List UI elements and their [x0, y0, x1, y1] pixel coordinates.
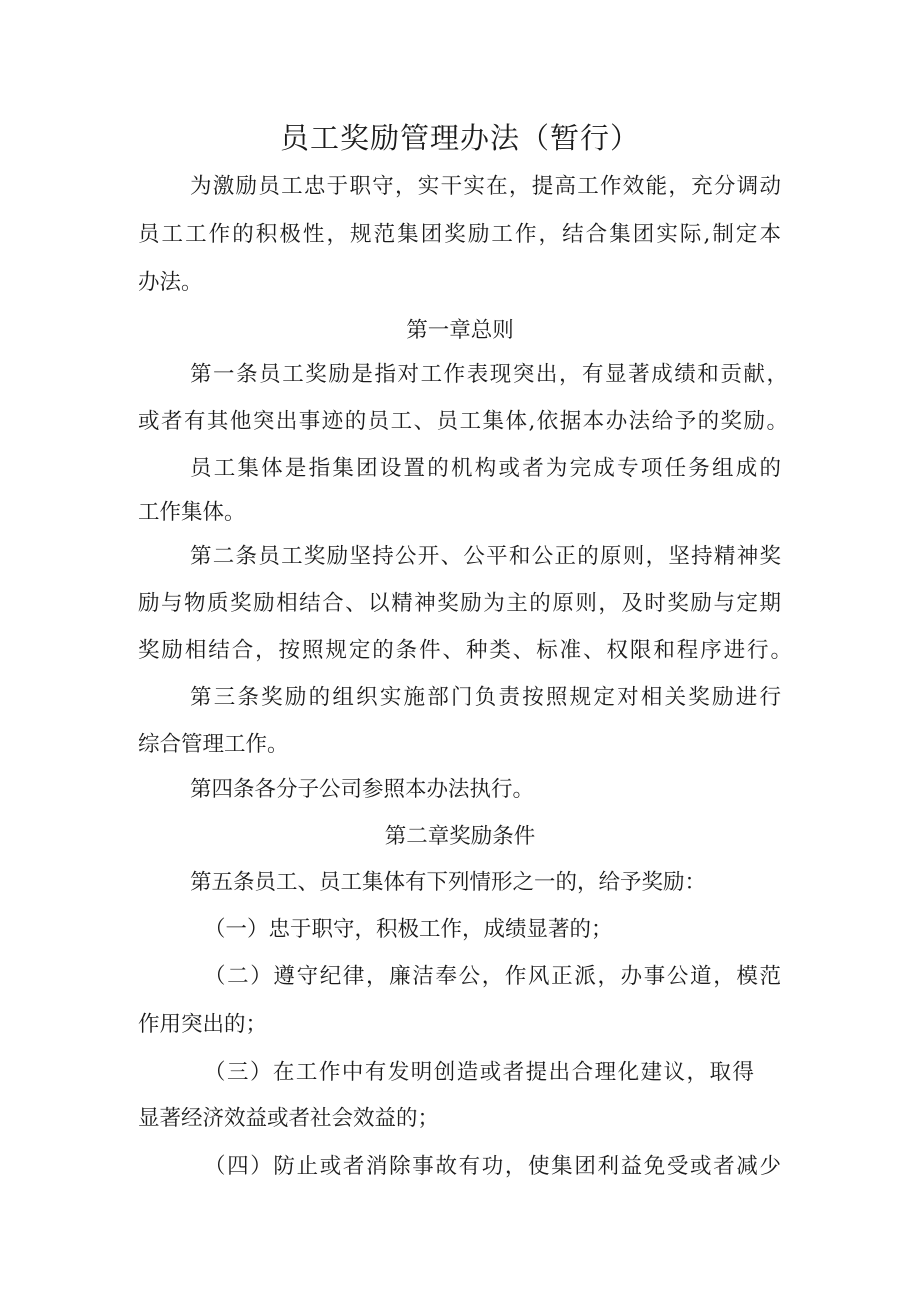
article-1-line-1: 第一条员工奖励是指对工作表现突出，有显著成绩和贡献， — [190, 362, 788, 387]
document-title: 员工奖励管理办法（暂行） — [279, 121, 640, 155]
article-1-note-line-1: 员工集体是指集团设置的机构或者为完成专项任务组成的 — [190, 456, 781, 481]
chapter-1-heading: 第一章总则 — [406, 318, 514, 343]
article-2-line-2: 励与物质奖励相结合、以精神奖励为主的原则，及时奖励与定期 — [138, 591, 781, 616]
preamble-line-3: 办法。 — [138, 270, 203, 295]
item-3-line-2: 显著经济效益或者社会效益的； — [138, 1106, 440, 1131]
article-5: 第五条员工、员工集体有下列情形之一的，给予奖励： — [190, 870, 707, 895]
item-1: （一）忠于职守，积极工作，成绩显著的； — [204, 917, 613, 942]
article-2-line-3: 奖励相结合，按照规定的条件、种类、标准、权限和程序进行。 — [138, 638, 792, 663]
article-3-line-1: 第三条奖励的组织实施部门负责按照规定对相关奖励进行 — [190, 685, 781, 710]
item-2-line-2: 作用突出的； — [138, 1012, 268, 1037]
article-3-line-2: 综合管理工作。 — [138, 732, 289, 757]
item-4-line-1: （四）防止或者消除事故有功，使集团利益免受或者减少 — [204, 1154, 781, 1179]
article-1-line-2: 或者有其他突出事迹的员工、员工集体,依据本办法给予的奖励。 — [138, 409, 788, 434]
item-3-line-1: （三）在工作中有发明创造或者提出合理化建议，取得 — [204, 1060, 754, 1085]
article-1-note-line-2: 工作集体。 — [138, 500, 246, 525]
article-2-line-1: 第二条员工奖励坚持公开、公平和公正的原则，坚持精神奖 — [190, 544, 781, 569]
item-2-line-1: （二）遵守纪律，廉洁奉公，作风正派，办事公道，模范 — [204, 964, 781, 989]
article-4: 第四条各分子公司参照本办法执行。 — [190, 777, 535, 802]
preamble-line-1: 为激励员工忠于职守，实干实在，提高工作效能，充分调动 — [190, 174, 781, 199]
chapter-2-heading: 第二章奖励条件 — [384, 824, 536, 849]
preamble-line-2: 员工工作的积极性，规范集团奖励工作，结合集团实际,制定本 — [138, 222, 781, 247]
